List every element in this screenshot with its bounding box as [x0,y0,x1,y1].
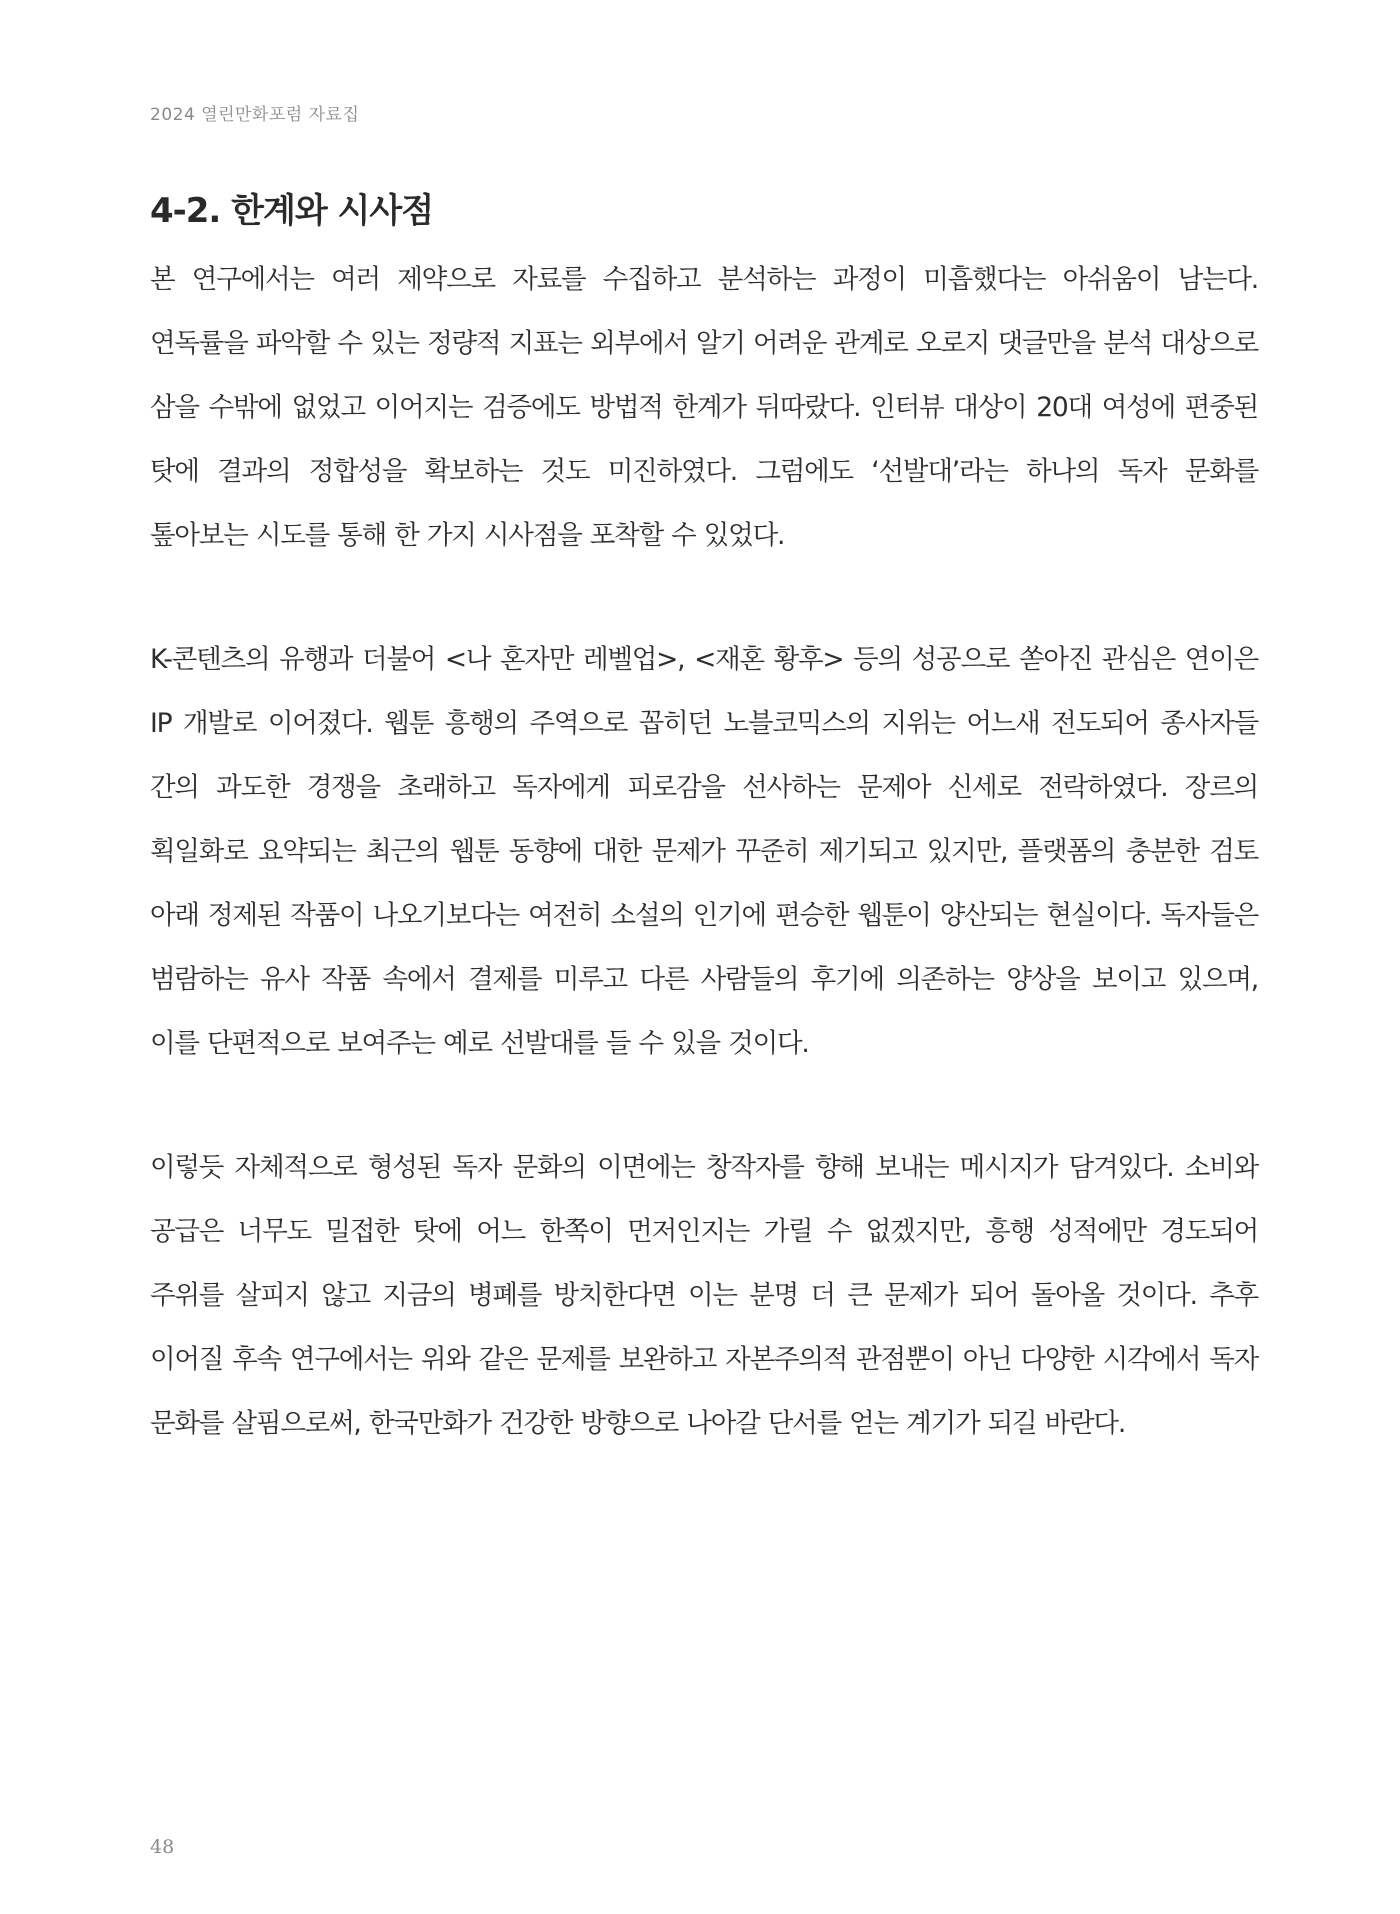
body-paragraph-2: K-콘텐츠의 유행과 더불어 <나 혼자만 레벨업>, <재혼 황후> 등의 성공으로 쏟아진 관심은 연이은 IP 개발로 이어졌다. 웹툰 흥행의 주역으로 꼽히던 노블코믹스의 지위는 어느새 전도되어 종사자들 간의 과도한 경쟁을 초래하고 독자에게 피로감을 선사하는 문제아 신세로 전락하였다. 장르의 획일화로 요약되는 최근의 웹툰 동향에 대한 문제가 꾸준히 제기되고 있지만, 플랫폼의 충분한 검토 아래 정제된 작품이 나오기보다는 여전히 소설의 인기에 편승한 웹툰이 양산되는 현실이다. 독자들은 범람하는 유사 작품 속에서 결제를 미루고 다른 사람들의 후기에 의존하는 양상을 보이고 있으며, 이를 단편적으로 보여주는 예로 선발대를 들 수 있을 것이다. [150,644,1258,1059]
main-content [150,188,1258,1456]
body-paragraph-3: 이렇듯 자체적으로 형성된 독자 문화의 이면에는 창작자를 향해 보내는 메시지가 담겨있다. 소비와 공급은 너무도 밀접한 탓에 어느 한쪽이 먼저인지는 가릴 수 없겠지만, 흥행 성적에만 경도되어 주위를 살피지 않고 지금의 병폐를 방치한다면 이는 분명 더 큰 문제가 되어 돌아올 것이다. 추후 이어질 후속 연구에서는 위와 같은 문제를 보완하고 자본주의적 관점뿐이 아닌 다양한 시각에서 독자 문화를 살핌으로써, 한국만화가 건강한 방향으로 나아갈 단서를 얻는 계기가 되길 바란다. [150,1152,1258,1439]
page-number: 48 [150,1836,175,1858]
section-title: 4-2. 한계와 시사점 [150,191,434,231]
body-paragraph-1: 본 연구에서는 여러 제약으로 자료를 수집하고 분석하는 과정이 미흡했다는 아쉬움이 남는다. 연독률을 파악할 수 있는 정량적 지표는 외부에서 알기 어려운 관계로 오로지 댓글만을 분석 대상으로 삼을 수밖에 없었고 이어지는 검증에도 방법적 한계가 뒤따랐다. 인터뷰 대상이 20대 여성에 편중된 탓에 결과의 정합성을 확보하는 것도 미진하였다. 그럼에도 ‘선발대’라는 하나의 독자 문화를 톺아보는 시도를 통해 한 가지 시사점을 포착할 수 있었다. [150,264,1258,551]
running-header: 2024 열린만화포럼 자료집 [150,105,360,125]
